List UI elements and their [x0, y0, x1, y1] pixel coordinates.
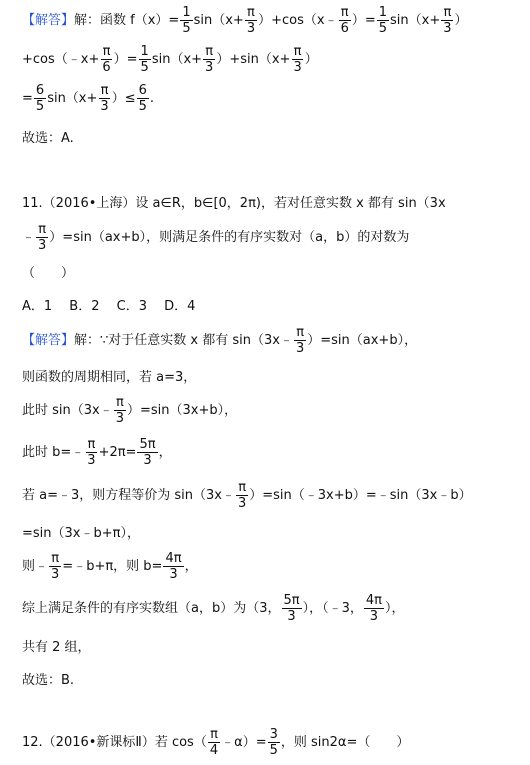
fraction-pi-4: $\frac{\pi}{4}$ [209, 727, 219, 758]
fraction-pi-3: $\frac{\pi}{3}$ [38, 222, 47, 253]
fraction-pi-3: $\frac{\pi}{3}$ [115, 395, 125, 426]
solution-2-line-7: 则﹣ $\frac{\pi}{3}$ =﹣b+π，则 b= $\frac{4\pi}{3}$ ， [22, 551, 198, 582]
question-12-line-1: 12.（2016•新课标Ⅱ）若 cos（ $\frac{\pi}{4}$ ﹣α）= $\frac{3}{5}$ ，则 sin2α=（ ） [22, 727, 410, 758]
solution-2-line-3: 此时 sin（3x﹣ $\frac{\pi}{3}$ ）=sin（3x+b）， [22, 395, 238, 426]
fraction-1-5: $\frac{1}{5}$ [378, 5, 388, 36]
fraction-1-5: $\frac{1}{5}$ [140, 44, 149, 75]
fraction-pi-3: $\frac{\pi}{3}$ [293, 44, 302, 75]
fraction-1-5: $\frac{1}{5}$ [182, 5, 191, 36]
solution-2-line-4: 此时 b=﹣ $\frac{\pi}{3}$ +2π= $\frac{5\pi}{3}$ ， [22, 437, 172, 468]
fraction-pi-3: $\frac{\pi}{3}$ [237, 480, 247, 511]
fraction-pi-3: $\frac{\pi}{3}$ [100, 83, 109, 114]
fraction-pi-6: $\frac{\pi}{6}$ [340, 5, 349, 36]
fraction-4pi-3: $\frac{4\pi}{3}$ [365, 593, 382, 624]
fraction-4pi-3: $\frac{4\pi}{3}$ [165, 551, 182, 582]
solution-2-choice: 故选：B. [22, 673, 75, 688]
solution-1-line-1: 【解答】解：函数 f（x）= $\frac{1}{5}$ sin（x+ $\frac{\pi}{3}$ ）+cos（x﹣ $\frac{\pi}{6}$ ）= $\frac{1}{5}$ sin（x+ $\frac{\pi}{3}$ ） [22, 5, 468, 36]
solution-1-line-2: +cos（﹣x+ $\frac{\pi}{6}$ ）= $\frac{1}{5}$ sin（x+ $\frac{\pi}{3}$ ）+sin（x+ $\frac{\pi}{3}$ ） [22, 44, 318, 75]
fraction-pi-6: $\frac{\pi}{6}$ [102, 44, 111, 75]
fraction-pi-3: $\frac{\pi}{3}$ [87, 437, 96, 468]
fraction-pi-3: $\frac{\pi}{3}$ [246, 5, 256, 36]
fraction-pi-3: $\frac{\pi}{3}$ [295, 325, 305, 356]
solution-2-line-9: 共有 2 组， [22, 640, 91, 655]
solution-1-choice: 故选：A. [22, 131, 74, 146]
solution-2-line-2: 则函数的周期相同，若 a=3， [22, 370, 197, 385]
solution-2-line-8: 综上满足条件的有序实数组（a，b）为（3， $\frac{5\pi}{3}$ ），（﹣3， $\frac{4\pi}{3}$ ）， [22, 593, 405, 624]
solution-2-line-6: =sin（3x﹣b+π）， [22, 526, 140, 541]
question-11-options: A．1 B．2 C．3 D．4 [22, 299, 196, 314]
fraction-pi-3: $\frac{\pi}{3}$ [443, 5, 452, 36]
solution-2-line-1: 【解答】解：∵对于任意实数 x 都有 sin（3x﹣ $\frac{\pi}{3}$ ）=sin（ax+b）， [22, 325, 418, 356]
solution-2-line-5: 若 a=﹣3，则方程等价为 sin（3x﹣ $\frac{\pi}{3}$ ）=sin（﹣3x+b）=﹣sin（3x﹣b） [22, 480, 472, 511]
fraction-5pi-3: $\frac{5\pi}{3}$ [139, 437, 156, 468]
fraction-6-5: $\frac{6}{5}$ [138, 83, 147, 114]
answer-tag: 【解答】 [22, 333, 75, 348]
fraction-6-5: $\frac{6}{5}$ [35, 83, 45, 114]
question-11-line-2: ﹣ $\frac{\pi}{3}$ ）=sin（ax+b），则满足条件的有序实数对（a，b）的对数为 [22, 222, 410, 253]
question-11-blank: （ ） [22, 266, 75, 281]
fraction-5pi-3: $\frac{5\pi}{3}$ [283, 593, 300, 624]
solution-1-line-3: = $\frac{6}{5}$ sin（x+ $\frac{\pi}{3}$ ）≤ $\frac{6}{5}$ . [22, 83, 155, 114]
fraction-3-5: $\frac{3}{5}$ [269, 727, 278, 758]
fraction-pi-3: $\frac{\pi}{3}$ [51, 551, 60, 582]
question-11-line-1: 11.（2016•上海）设 a∈R，b∈[0，2π)，若对任意实数 x 都有 sin（3x [22, 196, 446, 211]
answer-tag: 【解答】 [22, 13, 75, 28]
fraction-pi-3: $\frac{\pi}{3}$ [205, 44, 214, 75]
